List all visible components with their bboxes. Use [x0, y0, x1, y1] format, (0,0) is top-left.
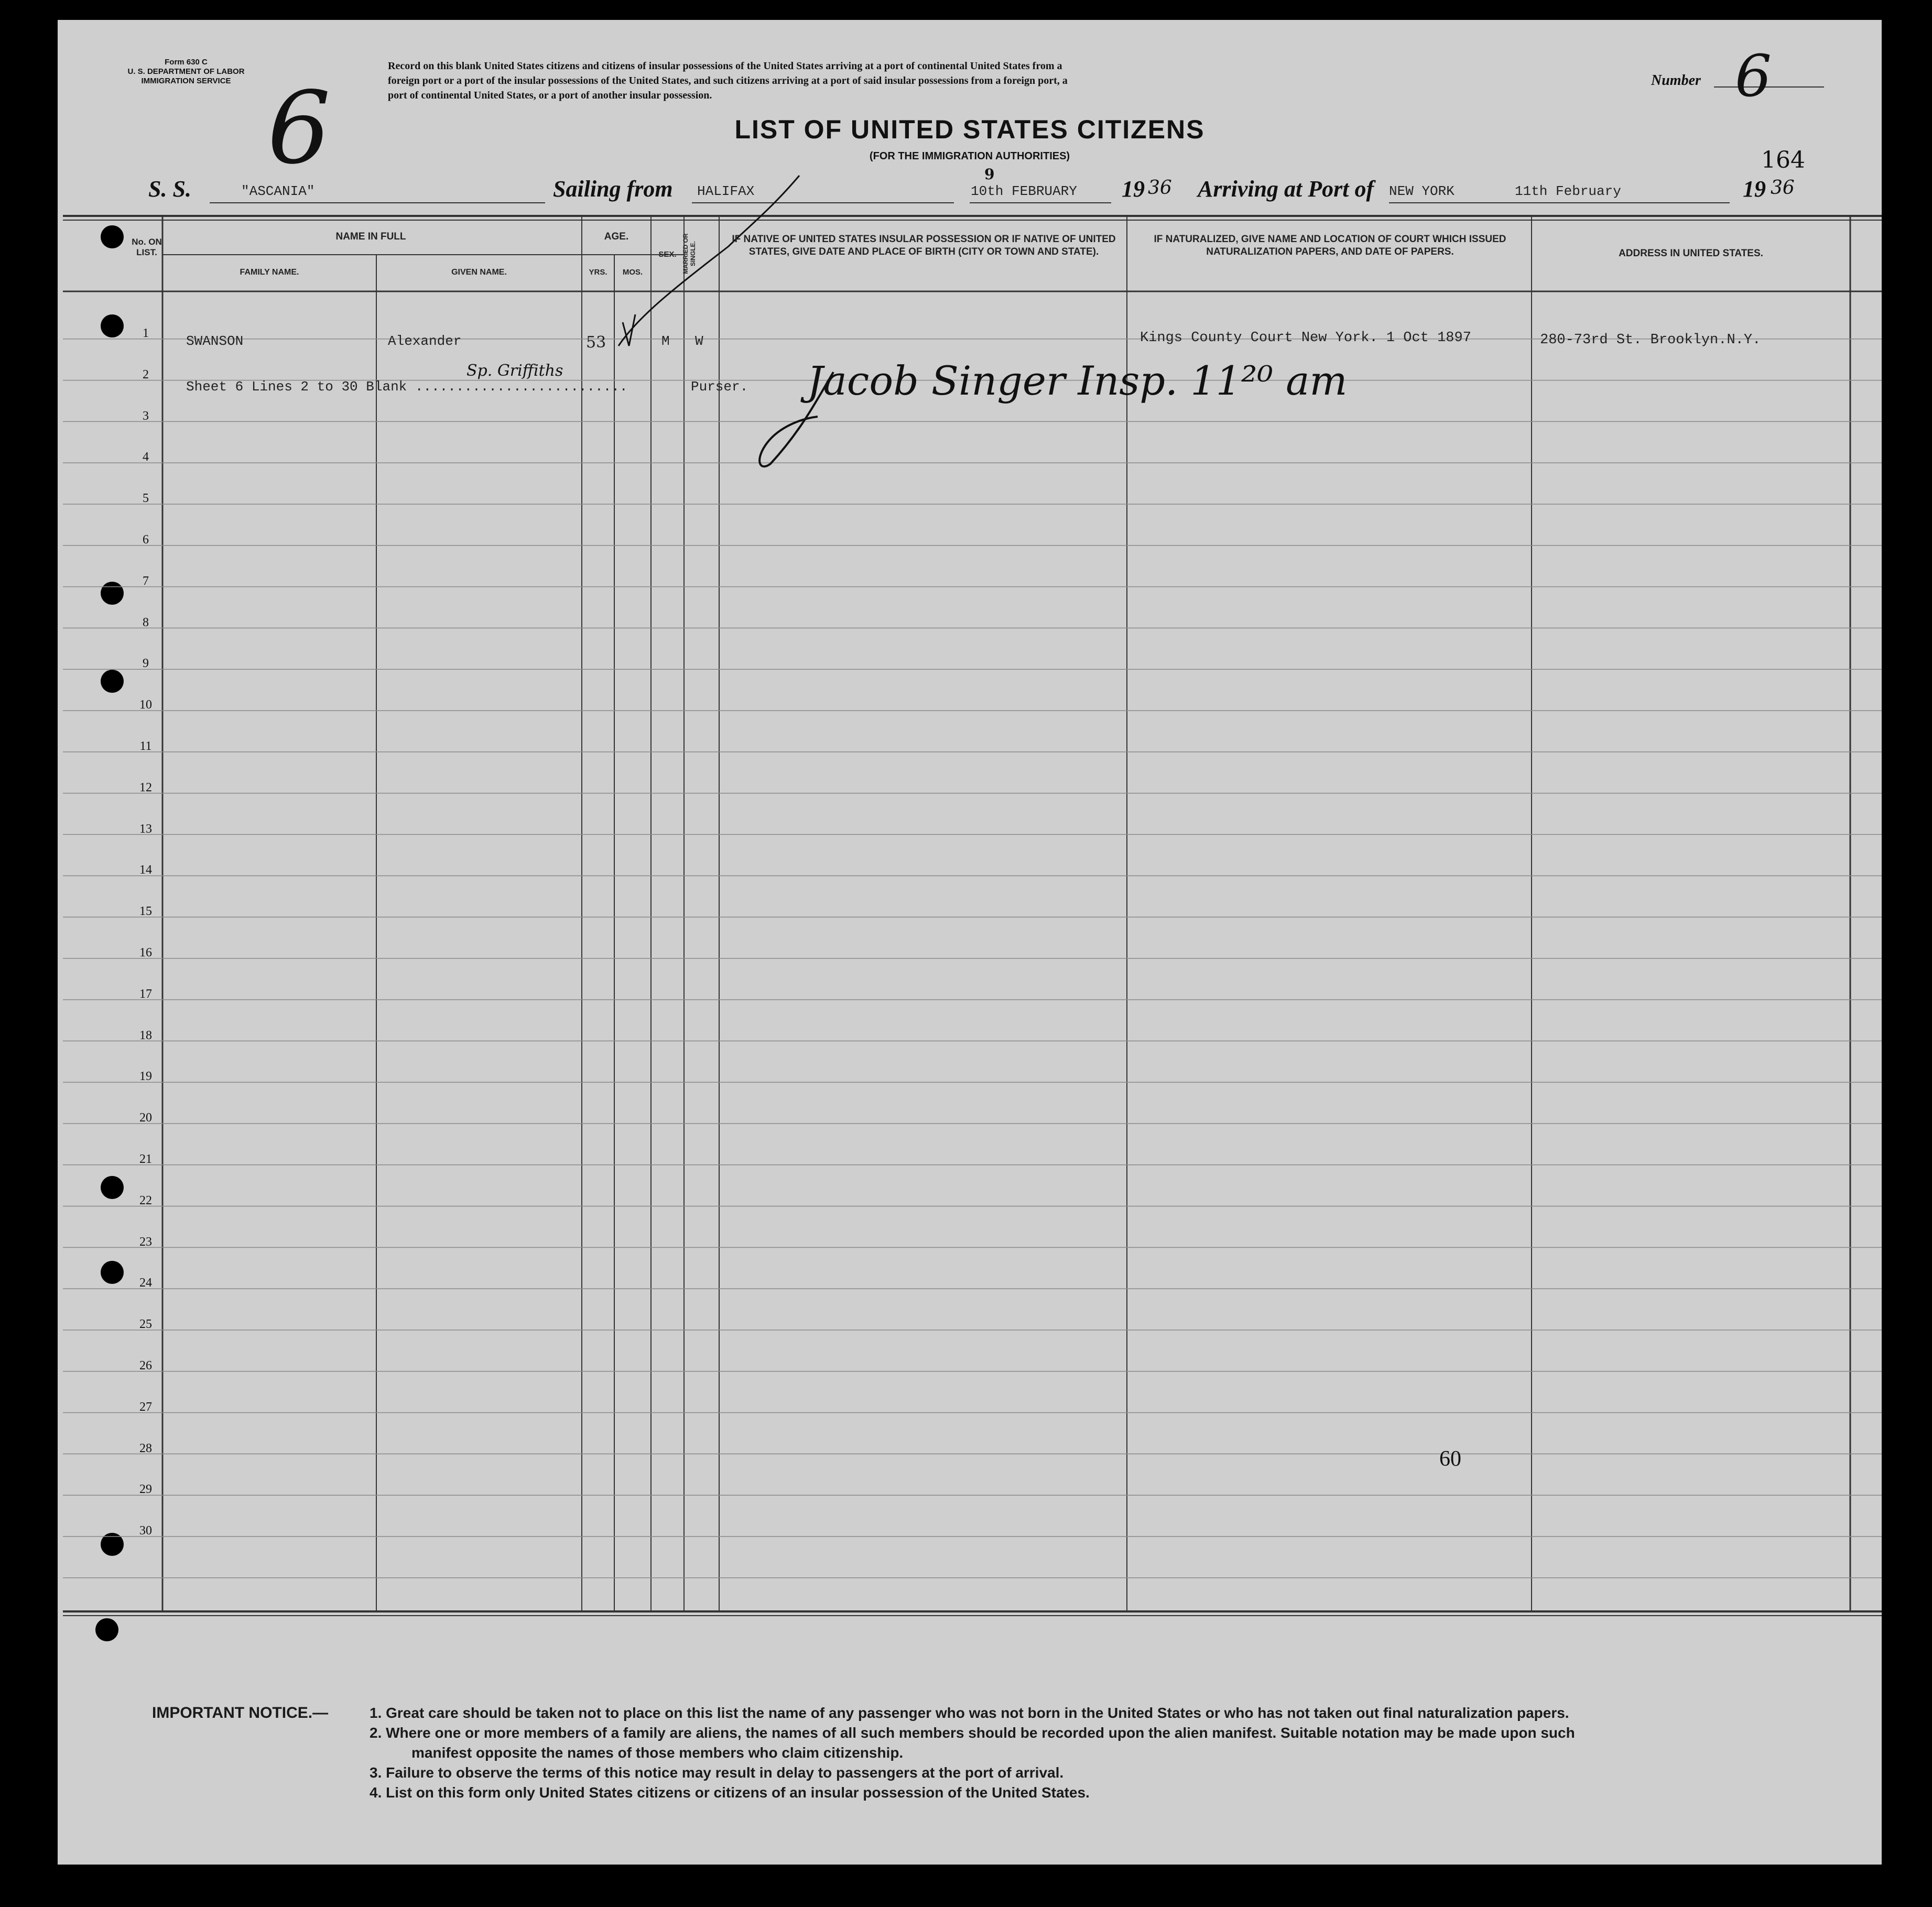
record-text-line-1: Record on this blank United States citizens and citizens of insular possessions of the United States arriving at a port of continental United States from a	[388, 60, 1062, 72]
entry-given-name: Alexander	[388, 333, 462, 349]
header-married-or-single: MARRIED OR SINGLE.	[682, 233, 697, 274]
sailing-date: 10th FEBRUARY	[971, 183, 1077, 199]
department-name: U. S. DEPARTMENT OF LABOR	[127, 67, 245, 76]
blank-lines-note: Sheet 6 Lines 2 to 30 Blank ..........................	[186, 379, 628, 395]
entry-age-years: 53	[586, 333, 606, 352]
entry-naturalization: Kings County Court New York. 1 Oct 1897	[1140, 330, 1471, 346]
row-number: 9	[143, 657, 149, 671]
header-sex: SEX.	[658, 250, 677, 259]
row-number: 25	[139, 1317, 152, 1332]
row-number: 28	[139, 1441, 152, 1455]
row-number: 3	[143, 409, 149, 423]
arrival-port: NEW YORK	[1389, 183, 1455, 199]
form-number: Form 630 C	[165, 58, 208, 67]
header-birth-place: IF NATIVE OF UNITED STATES INSULAR POSSESSION OR IF NATIVE OF UNITED STATES, GIVE DATE AND PLACE OF BIRTH (CITY OR TOWN AND STATE).	[732, 234, 1116, 257]
row-number: 19	[139, 1070, 152, 1084]
row-number: 4	[143, 450, 149, 464]
notice-item-2-continued: manifest opposite the names of those members who claim citizenship.	[411, 1745, 904, 1761]
record-text-line-2: foreign port or a port of the insular possessions of the United States, and such citizens arriving at a port of said insular possessions from a foreign port, a	[388, 75, 1068, 86]
row-number: 11	[139, 739, 152, 753]
row-number: 10	[139, 698, 152, 712]
sheet-mark: 6	[267, 70, 331, 186]
ss-label: S. S.	[148, 176, 191, 202]
row-number: 20	[139, 1111, 152, 1125]
row-number: 22	[139, 1193, 152, 1207]
row-number: 24	[139, 1276, 152, 1290]
header-name-in-full: NAME IN FULL	[335, 231, 406, 242]
service-name: IMMIGRATION SERVICE	[141, 77, 231, 85]
form-title: LIST OF UNITED STATES CITIZENS	[734, 115, 1205, 144]
row-number: 5	[143, 492, 149, 506]
row-number: 12	[139, 780, 152, 794]
header-age: AGE.	[604, 231, 629, 242]
sailing-year-prefix: 19	[1122, 176, 1145, 202]
notice-item-2: 2. Where one or more members of a family are aliens, the names of all such members should be recorded upon the alien manifest. Suitable notation may be made upon such	[370, 1725, 1575, 1741]
number-value: 6	[1735, 42, 1772, 110]
row-number: 17	[139, 987, 152, 1001]
arrival-year: 36	[1771, 177, 1795, 199]
important-notice-body	[370, 1703, 1869, 1803]
row-number: 8	[143, 615, 149, 629]
row-number: 13	[139, 822, 152, 836]
arrival-date: 11th February	[1515, 183, 1621, 199]
corner-number: 164	[1761, 147, 1805, 173]
row-number: 6	[143, 533, 149, 547]
header-given-name: GIVEN NAME.	[451, 268, 507, 277]
important-notice-heading: IMPORTANT NOTICE.—	[152, 1704, 329, 1721]
row-number: 1	[143, 326, 149, 340]
entry-address: 280-73rd St. Brooklyn.N.Y.	[1540, 332, 1761, 348]
notice-item-4: 4. List on this form only United States citizens or citizens of an insular possession of the United States.	[370, 1784, 1090, 1801]
header-no-on-list: No. ON LIST.	[132, 237, 162, 257]
sailing-year: 36	[1148, 177, 1172, 199]
arrival-year-prefix: 19	[1743, 176, 1766, 202]
entry-sex: M	[661, 333, 670, 349]
row-number: 26	[139, 1359, 152, 1372]
sailing-date-correction: 9	[984, 166, 995, 183]
row-number: 16	[139, 946, 152, 960]
entry-family-name: SWANSON	[186, 333, 244, 349]
header-address: ADDRESS IN UNITED STATES.	[1619, 248, 1763, 259]
form-subtitle: (FOR THE IMMIGRATION AUTHORITIES)	[869, 150, 1070, 162]
row-number: 18	[139, 1028, 152, 1042]
arriving-label: Arriving at Port of	[1198, 176, 1374, 202]
header-naturalization-court: IF NATURALIZED, GIVE NAME AND LOCATION OF COURT WHICH ISSUED NATURALIZATION PAPERS, AND DATE OF PAPERS.	[1154, 234, 1506, 257]
header-yrs: YRS.	[589, 268, 607, 277]
inspector-signature: Jacob Singer Insp. 11²⁰ am	[807, 357, 1348, 404]
row-number: 23	[139, 1235, 152, 1249]
purser-title: Purser.	[691, 379, 748, 395]
ship-name: "ASCANIA"	[241, 183, 315, 199]
header-family-name: FAMILY NAME.	[240, 268, 299, 277]
header-mos: MOS.	[622, 268, 643, 277]
row-number: 7	[143, 574, 149, 588]
row-number: 15	[139, 905, 152, 919]
row-number: 14	[139, 863, 152, 877]
row-number: 29	[139, 1483, 152, 1497]
sailing-port: HALIFAX	[697, 183, 755, 199]
row-number: 30	[139, 1524, 152, 1538]
row-number: 27	[139, 1400, 152, 1414]
notice-item-1: 1. Great care should be taken not to place on this list the name of any passenger who was not born in the United States or who has not taken out final naturalization papers.	[370, 1705, 1569, 1721]
row-number: 2	[143, 367, 149, 382]
entry-marital-status: W	[695, 333, 703, 349]
row28-number: 60	[1439, 1447, 1461, 1471]
record-text-line-3: port of continental United States, or a port of another insular possession.	[388, 90, 712, 101]
notice-item-3: 3. Failure to observe the terms of this notice may result in delay to passengers at the port of arrival.	[370, 1764, 1064, 1781]
row-number: 21	[139, 1152, 152, 1166]
sailing-label: Sailing from	[553, 176, 673, 202]
purser-signature: Sp. Griffiths	[466, 362, 563, 380]
signature-flourish	[755, 367, 849, 472]
number-label: Number	[1651, 72, 1701, 89]
